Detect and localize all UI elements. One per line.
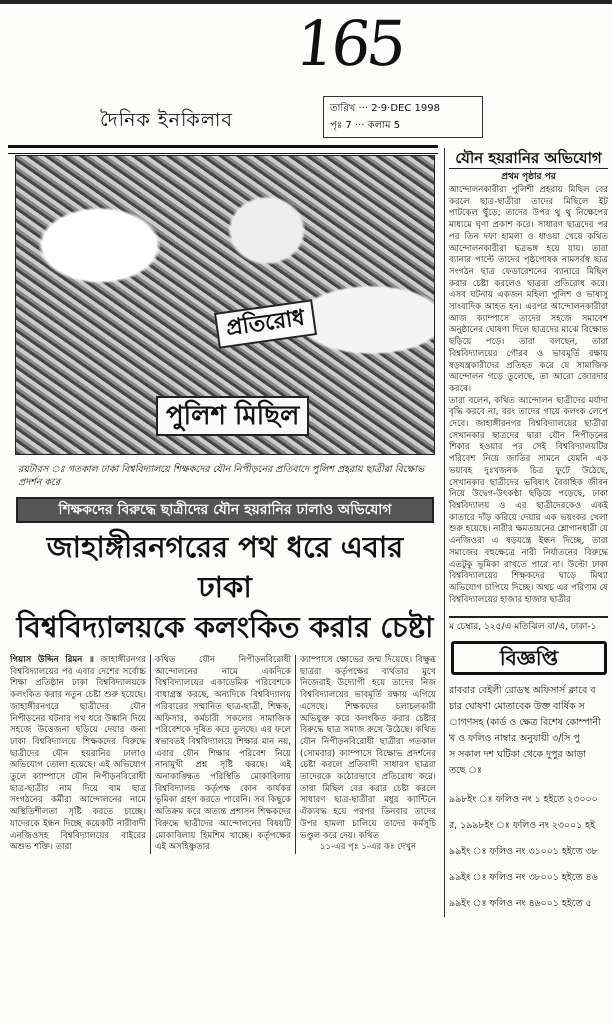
scan-edge (0, 0, 612, 4)
main-article (6, 155, 440, 854)
notice-line: চার ঘোষণা মোতাবেক উক্ত বার্ষিক স (449, 701, 585, 713)
page-label: পৃঃ (330, 120, 343, 131)
article-column (6, 655, 150, 854)
archive-stamp: তারিখ ··· 2·9·DEC 1998 পৃঃ 7 ··· কলাম 5 (323, 96, 483, 138)
divider-rule (8, 145, 438, 154)
article-columns (6, 655, 440, 854)
notice-address: ম চেম্বার, ১২৫/এ মতিঝিল বা/এ, ঢাকা-১ (449, 616, 608, 633)
notice-title: বিজ্ঞপ্তি (451, 641, 607, 675)
placard-text: প্রতিরোধ (214, 299, 317, 348)
date-value: 2·9·DEC 1998 (371, 103, 440, 114)
sidebar-title: যৌন হয়রানির অভিযোগ (449, 148, 608, 169)
photo-caption: রয়টারস ঃ গতকাল ঢাকা বিশ্ববিদ্যালয়ে শিক্ষকদের যৌন নিপীড়নের প্রতিবাদে পুলিশ প্রহরায় ছাত্রীরা বিক্ষোভ প্রদর্শন করে (18, 464, 425, 488)
notice-entry: র, ১৯৯৮ইং ঃ ফলিও নং ২৩০০১ হই (449, 820, 595, 832)
right-column (444, 148, 608, 917)
page-value: 7 (345, 120, 352, 131)
notice-line: খ ও ফলিও নাম্বার অনুযায়ী ৩/সি পু (449, 733, 580, 745)
continued-note: ১১-এর পৃঃ ১-এর কঃ দেখুন (319, 842, 417, 853)
notice-body (449, 683, 608, 917)
notice-line: রাববার বেইলী রোডস্থ অফিসার্স ক্লাবে ব (449, 685, 596, 697)
column-label: কলাম (367, 120, 391, 131)
article-column: কথিত যৌন নিপীড়নবিরোধী আন্দোলনের নামে একদিকে বিশ্ববিদ্যালয়ের একাডেমিক পরিবেশকে বাধাগ্রস্ত করছে, অন্যদিকে বিশ্ববিদ্যালয় পরিবারের সম্মানিত ছাত্র-ছাত্রী, শিক্ষক, অফিসার, কর্মচারী সকলের সামাজিক পরিবেশকে দূষিত করে তুলছে। এর ফলে স্বভাবতই বিশ্ববিদ্যালয়ে শিক্ষার মান নয়, এবার যৌন শিক্ষার পরিবেশ নিয়ে নানামুখী প্রশ্ন সৃষ্টি করছে। এই অনাকাঙ্ক্ষিত পরিস্থিতি মোকাবিলায় বিশ্ববিদ্যালয় কর্তৃপক্ষ কোন কার্যকর ভূমিকা গ্রহণ করতে পারেনি। সব কিছুকে অতিক্রম করে অত্যন্ত প্রশাসন শিক্ষকদের বিরুদ্ধে ছাত্রীদের আন্দোলনের বিষয়টি মোকাবিলায় হিমশিম খাচ্ছে। কর্তৃপক্ষের এই অসহিষ্ণুতার (150, 655, 295, 854)
sidebar-paragraph: তারা বলেন, কথিত আন্দোলন ছাত্রীদের মর্যাদা বৃদ্ধি করবে না, বরং তাদের গায়ে কলংক লেপে দেবে। জাহাঙ্গীরনগর বিশ্ববিদ্যালয়ের ছাত্রীরা সেখানকার ছাত্রদের দ্বারা যৌন নিপীড়নের শিকার হওয়ার পর সেই বিশ্ববিদ্যালয়টির পরিবেশ নিয়ে জাতির সামনে যেমনি এক ভয়াবহ দুঃখজনক চিত্র ফুটে উঠেছে, সেখানকার ছাত্রীদের ভবিষ্যৎ বৈবাহিক জীবন নিয়ে উদ্বেগ-উৎকণ্ঠা ছড়িয়ে পড়েছে, ঢাকা বিশ্ববিদ্যালয় ও এর ছাত্রীদেরকেও একই কাতারে দাঁড় করিয়ে দেয়ার এক ভয়ংকর খেলা শুরু হয়েছে। নারীর ক্ষমতায়নের শ্লোগানধারী যে এনজিওরা এ ষড়যন্ত্রে ইন্ধন দিচ্ছে, তারা সমাজের বহুক্ষেত্রে নারী নির্যাতনের বিরুদ্ধে এতটুকু ভূমিকা রাখতে পারে না। উল্টো ঢাকা বিশ্ববিদ্যালয়ের শিক্ষকদের ঘাড়ে মিথ্যা অভিযোগ চাপিয়ে দিচ্ছে। অথচ এর পরিণাম যে বিশ্ববিদ্যালয়ের হাজার হাজার ছাত্রীর (449, 395, 608, 605)
news-photo (15, 155, 435, 455)
headline-line: বিশ্ববিদ্যালয়কে কলংকিত করার চেষ্টা (16, 610, 434, 644)
handwritten-number: 165 (292, 7, 407, 80)
sidebar-paragraph: আন্দোলনকারীরা পুলিশী প্রহরায় মিছিল বের করলে ছাত্র-ছাত্রীরা তাদের মিছিলে ইট পাটকেল ছুঁড়ে; তাদের উপর থু থু নিক্ষেপের মাধ্যমে ঘৃণা প্রকাশ করে। সাধারণ ছাত্রদের পর পর তিন দফা হামলা ও ধাওয়া খেয়ে কথিত আন্দোলনকারীরা ছত্রভঙ্গ হয়ে যায়। তারা ব্যানার পাল্টে তাদের পৃষ্ঠপোষক নামসর্বস্ব ছাত্র সংগঠন ছাত্র ফেডারেশনের ব্যানারে মিছিল করার চেষ্টা করলেও ছাত্ররা প্রতিরোধ করে। এসব ঘটনায় একজন মহিলা পুলিশ ও ভাষাসু সাংবাদিক আহত হন। এরপর আন্দোলনকারীরা আজ ক্যাম্পাসে তাদের সহজে সমাবেশ অনুষ্ঠানের ঘোষণা দিলে ছাত্রদের মাঝে বিক্ষোভ ছড়িয়ে পড়ে। তারা বলছেন, তারা বিশ্ববিদ্যালয়ের গৌরব ও ভাবমূর্তি রক্ষায় ষড়যন্ত্রকারীদের প্রতিহত করে যে সামাজিক আন্দোলন গড়ে তুলেছে, তা আরো জোরদার করবে। (449, 185, 608, 394)
byline: গিয়াস উদ্দিন রিমন ॥ (10, 655, 94, 665)
article-kicker: শিক্ষকদের বিরুদ্ধে ছাত্রীদের যৌন হয়রানির ঢালাও অভিযোগ (16, 497, 434, 523)
sidebar-subtitle: প্রথম পৃষ্ঠার পর (501, 172, 556, 182)
placard-text: পুলিশ মিছিল (156, 396, 309, 436)
column-text: জাহাঙ্গীরনগর বিশ্ববিদ্যালয়ের পর এবার দেশের সর্বোচ্চ শিক্ষা প্রতিষ্ঠান ঢাকা বিশ্ববিদ্যালয়কে কলংকিত করার নতুন চেষ্টা শুরু হয়েছে। জাহাঙ্গীরনগরে ছাত্রীদের যৌন নিপীড়নের ঘটনার পথ ধরে উষ্কানি দিয়ে সহজে উত্তেজনা ছড়িয়ে দেয়ার জন্য ঢাকা বিশ্ববিদ্যালয়ে শিক্ষকদের বিরুদ্ধে ছাত্রীদের যৌন হয়রানির ঢালাও অভিযোগ তোলা হয়েছে। এই অভিযোগ তুলে ক্যাম্পাসে যৌন নিপীড়নবিরোধী ছাত্র-ছাত্রীর নাম দিয়ে বাম ছাত্র সংগঠনের কর্মীরা আন্দোলনের নামে অস্থিতিশীলতা সৃষ্টি করতে চাচ্ছে। যাদেরকে ইন্ধন দিচ্ছে কয়েকটি নারীবাদী এনজিওসহ বিশ্ববিদ্যালয়ের বাইরের অশুভ শক্তি। তারা (10, 655, 146, 853)
notice-entry: ৯৯৮ইং ঃ ফলিও নং ১ হইতে ২৩০০০ (449, 794, 598, 806)
date-label: তারিখ (330, 103, 356, 114)
column-value: 5 (393, 120, 401, 131)
notice-entry: ৯৯ইং ঃ ফলিও নং ৩৮০০১ হইতে ৪৬ (449, 872, 598, 884)
newspaper-name: দৈনিক ইনকিলাব (100, 109, 233, 131)
article-column (295, 655, 440, 854)
headline-line: জাহাঙ্গীরনগরের পথ ধরে এবার ঢাকা (46, 530, 404, 604)
notice-line: স সকাল দশ ঘটিকা থেকে দুপুর আড়া (449, 749, 586, 761)
notice-entry: ৯৯ইং ঃ ফলিও নং ৪৬০০১ হইতে ৫ (449, 898, 592, 910)
notice-line: াগণসহ (কার্ড ও ক্ষেত্র বিশেষ কোম্পানী (449, 717, 601, 729)
column-text: ক্যাম্পাসে ক্ষোভের জন্ম দিয়েছে। বিক্ষুব্ধ ছাত্ররা কর্তৃপক্ষের ব্যর্থতার মুখে নিজেরাই উদ্যোগী হয়ে তাদের নিজ বিশ্ববিদ্যালয়ের ভাবমূর্তি রক্ষায় এগিয়ে এসেছে। শিক্ষকদের চলাচলকারী অভিযুক্ত করে কলংকিত করার চেষ্টার বিরুদ্ধে ছাত্র সমাজ রুখে উঠেছে। কথিত যৌন নিপীড়নবিরোধী ছাত্রীরা গতকাল (সোমবার) ক্যাম্পাসে বিক্ষোভ প্রদর্শনের চেষ্টা করলে প্রতিবাদী সাধারণ ছাত্ররা তাদেরকে কঠোরভাবে প্রতিরোধ করে। তারা মিছিল বের করার চেষ্টা করলে সাধারণ ছাত্র-ছাত্রীরা মধুর ক্যান্টিনে ঐক্যবদ্ধ হয়ে পরপর তিনবার তাদের উপর হামলা চালিয়ে তাদের কর্মসূচি ভণ্ডুল করে দেয়। কথিত (300, 655, 436, 841)
notice-entry: ৯৯ইং ঃ ফলিও নং ৩১০০১ হইতে ৩৮ (449, 846, 598, 858)
article-headline (15, 527, 435, 647)
notice-line: তছে ঃ (449, 765, 482, 777)
sidebar-body (449, 185, 608, 606)
